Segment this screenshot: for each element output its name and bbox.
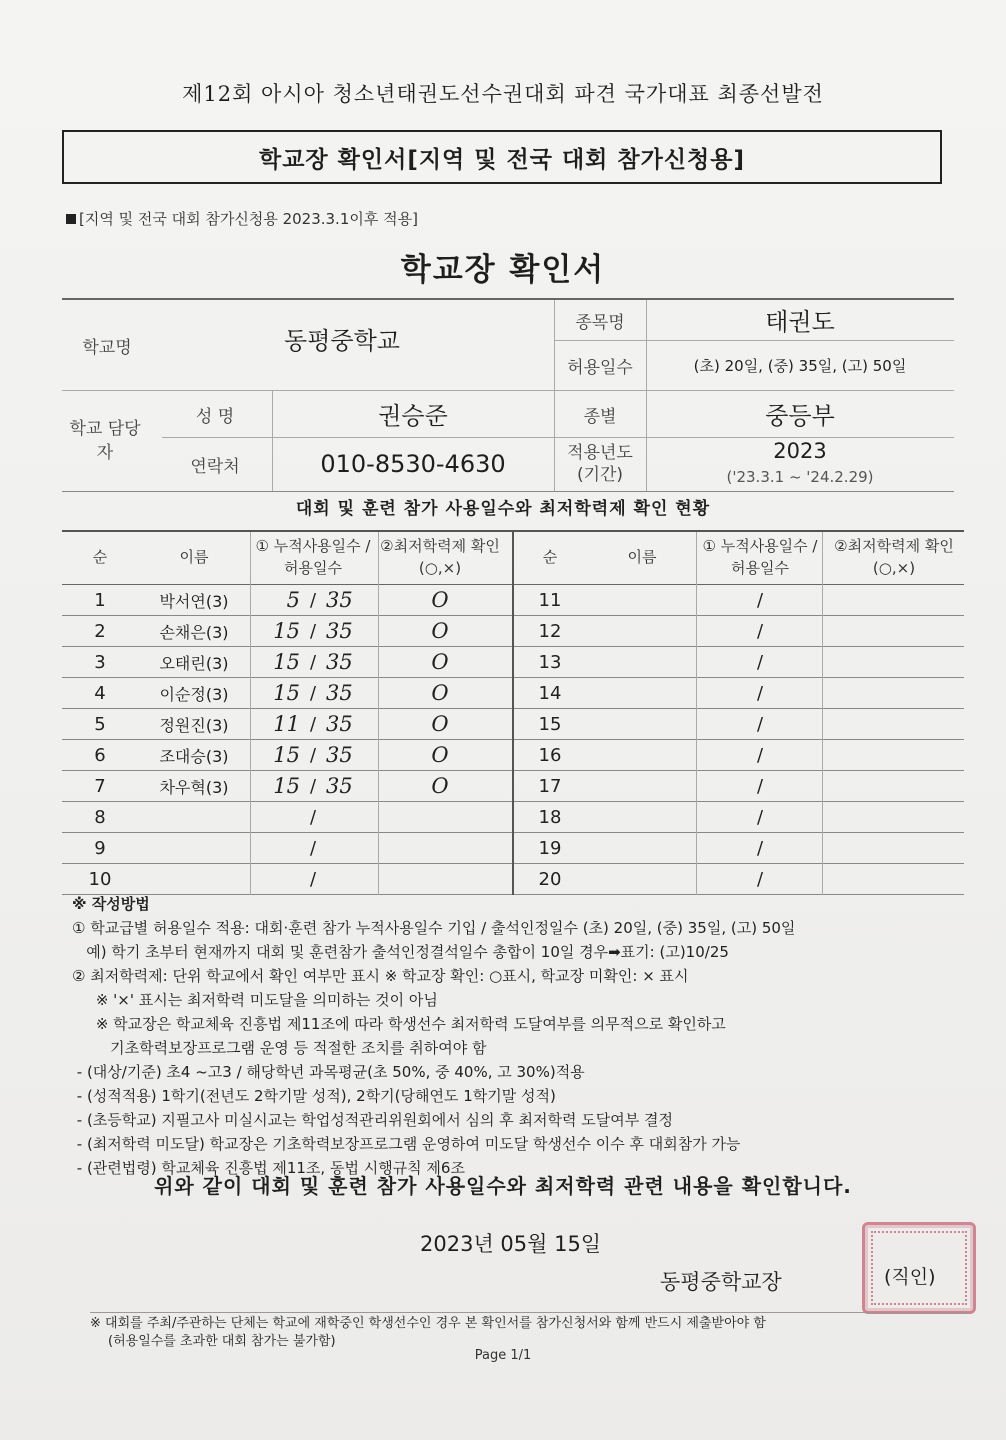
slash-right: / [756, 775, 764, 797]
min-edu-check: O [431, 588, 449, 612]
row-number-right: 19 [538, 837, 562, 859]
method-line: ※ '×' 표시는 최저학력 미도달을 의미하는 것이 아님 [72, 991, 438, 1009]
roster-table [62, 530, 964, 895]
contact-value: 010-8530-4630 [320, 450, 506, 478]
method-line: - (관련법령) 학교체육 진흥법 제11조, 동법 시행규칙 제6조 [72, 1159, 465, 1177]
method-title: ※ 작성방법 [72, 895, 150, 913]
days-cell [250, 740, 376, 770]
student-name: 정원진(3) [159, 715, 229, 735]
days-cell [250, 833, 376, 863]
slash: / [309, 837, 317, 859]
used-days: 5 [286, 588, 300, 612]
slash-right: / [756, 837, 764, 859]
student-name: 이순정(3) [159, 684, 229, 704]
student-name [138, 864, 250, 894]
days-cell [250, 709, 376, 739]
method-lines [72, 916, 952, 1180]
staff-name: 권승준 [378, 401, 448, 430]
seal-mark: (직인) [884, 1266, 936, 1288]
days-cell [250, 678, 376, 708]
info-table [62, 298, 954, 492]
slash: / [309, 682, 317, 704]
slash-right: / [756, 651, 764, 673]
allowed-days: 35 [326, 650, 353, 674]
slash-right: / [756, 806, 764, 828]
header-no-right: 순 [542, 548, 558, 567]
allowed-days: 35 [326, 774, 353, 798]
student-name [138, 833, 250, 863]
student-name: 조대승(3) [159, 746, 229, 766]
allowed-days: 35 [326, 619, 353, 643]
confirmation-text: 위와 같이 대회 및 훈련 참가 사용일수와 최저학력 관련 내용을 확인합니다. [154, 1174, 852, 1198]
row-number-right: 20 [538, 868, 562, 890]
student-name [138, 802, 250, 832]
slash-right: / [756, 744, 764, 766]
row-number-right: 12 [538, 620, 562, 642]
method-line: ② 최저학력제: 단위 학교에서 확인 여부만 표시 ※ 학교장 확인: ○표시, 학교장 미확인: × 표시 [72, 967, 689, 985]
category-label: 종별 [583, 406, 617, 427]
slash-right: / [756, 589, 764, 611]
period-value: ('23.3.1 ~ '24.2.29) [726, 468, 874, 486]
year-value: 2023 [773, 439, 827, 463]
slash: / [309, 651, 317, 673]
method-line: 기초학력보장프로그램 운영 등 적절한 조치를 취하여야 함 [72, 1039, 487, 1057]
slash: / [309, 806, 317, 828]
row-number-right: 13 [538, 651, 562, 673]
sport-value: 태권도 [765, 307, 835, 336]
student-name: 박서연(3) [159, 591, 229, 611]
row-number: 7 [94, 775, 106, 797]
divider [512, 532, 514, 895]
min-edu-check: O [431, 619, 449, 643]
allowed-days: 35 [326, 681, 353, 705]
boxed-title: 학교장 확인서[지역 및 전국 대회 참가신청용] [62, 130, 942, 184]
min-edu-check: O [431, 743, 449, 767]
min-edu-check [378, 864, 502, 894]
bullet-square-icon [66, 214, 76, 224]
used-days: 15 [273, 681, 300, 705]
days-cell [250, 771, 376, 801]
header-days-right: ① 누적사용일수 /허용일수 [702, 537, 818, 577]
row-number: 2 [94, 620, 106, 642]
min-edu-check [378, 833, 502, 863]
slash: / [309, 744, 317, 766]
slash: / [309, 589, 317, 611]
divider [250, 532, 251, 895]
method-line: - (대상/기준) 초4 ~고3 / 해당학년 과목평균(초 50%, 중 40%, 고 30%)적용 [72, 1063, 585, 1081]
allowed-days: 35 [326, 712, 353, 736]
used-days: 15 [273, 650, 300, 674]
roster-title: 대회 및 훈련 참가 사용일수와 최저학력제 확인 현황 [295, 499, 711, 519]
days-cell [250, 616, 376, 646]
page-number: Page 1/1 [474, 1348, 532, 1363]
footnote-line-1: ※ 대회를 주최/주관하는 단체는 학교에 재학중인 학생선수인 경우 본 확인서를 참가신청서와 함께 반드시 제출받아야 함 [90, 1316, 766, 1331]
row-number-right: 15 [538, 713, 562, 735]
slash: / [309, 775, 317, 797]
min-edu-check: O [431, 650, 449, 674]
min-edu-check: O [431, 774, 449, 798]
main-title: 학교장 확인서 [400, 252, 606, 288]
student-name: 오태린(3) [159, 653, 229, 673]
row-number: 9 [94, 837, 106, 859]
school-label: 학교명 [82, 337, 132, 358]
used-days: 15 [273, 743, 300, 767]
allowed-days-value: (초) 20일, (중) 35일, (고) 50일 [693, 356, 907, 375]
row-number: 6 [94, 744, 106, 766]
row-number: 5 [94, 713, 106, 735]
staff-label: 학교 담당자 [69, 419, 141, 463]
slash-right: / [756, 868, 764, 890]
info-row-staff [62, 391, 954, 491]
min-edu-check: O [431, 712, 449, 736]
allowed-days: 35 [326, 743, 353, 767]
slash-right: / [756, 713, 764, 735]
student-name: 손채은(3) [159, 622, 229, 642]
footnote [90, 1312, 970, 1351]
year-label: 적용년도 (기간) [567, 443, 633, 485]
method-line: ※ 학교장은 학교체육 진흥법 제11조에 따라 학생선수 최저학력 도달여부를 의무적으로 확인하고 [72, 1015, 726, 1033]
divider [696, 532, 697, 895]
method-line: ① 학교급별 허용일수 적용: 대회·훈련 참가 누적사용일수 기입 / 출석인정일수 (초) 20일, (중) 35일, (고) 50일 [72, 919, 796, 937]
row-number: 10 [88, 868, 112, 890]
issue-date: 2023년 05월 15일 [420, 1232, 602, 1256]
divider [822, 532, 823, 895]
header-no-left: 순 [92, 548, 108, 567]
row-number-right: 14 [538, 682, 562, 704]
used-days: 11 [273, 712, 300, 736]
row-number-right: 11 [538, 589, 562, 611]
row-number: 8 [94, 806, 106, 828]
allowed-days: 35 [326, 588, 353, 612]
days-cell [250, 802, 376, 832]
event-title: 제12회 아시아 청소년태권도선수권대회 파견 국가대표 최종선발전 [182, 82, 824, 106]
method-line: 예) 학기 초부터 현재까지 대회 및 훈련참가 출석인정결석일수 총합이 10일 경우➡표기: (고)10/25 [72, 943, 729, 961]
contact-label: 연락처 [190, 456, 240, 477]
method-line: - (성적적용) 1학기(전년도 2학기말 성적), 2학기(당해연도 1학기말 성적) [72, 1087, 556, 1105]
used-days: 15 [273, 774, 300, 798]
header-name-left: 이름 [179, 548, 209, 567]
header-edu-right: ②최저학력제 확인(○,×) [834, 537, 954, 577]
method-line: - (최저학력 미도달) 학교장은 기초학력보장프로그램 운영하여 미도달 학생선수 이수 후 대회참가 가능 [72, 1135, 741, 1153]
footnote-line-2: (허용일수를 초과한 대회 참가는 불가함) [108, 1334, 336, 1349]
info-row-school [62, 300, 954, 391]
method-line: - (초등학교) 지필고사 미실시교는 학업성적관리위원회에서 심의 후 최저학력 도달여부 결정 [72, 1111, 673, 1129]
header-edu-left: ②최저학력제 확인(○,×) [380, 537, 500, 577]
header-days-left: ① 누적사용일수 /허용일수 [255, 537, 371, 577]
row-number: 1 [94, 589, 106, 611]
days-cell [250, 647, 376, 677]
allowed-days-label: 허용일수 [567, 357, 633, 378]
row-number: 3 [94, 651, 106, 673]
min-edu-check [378, 802, 502, 832]
slash: / [309, 620, 317, 642]
sport-label: 종목명 [575, 312, 625, 333]
used-days: 15 [273, 619, 300, 643]
writing-method [72, 892, 952, 1180]
slash-right: / [756, 620, 764, 642]
student-name: 차우혁(3) [159, 777, 229, 797]
signer: 동평중학교장 [660, 1270, 782, 1294]
days-cell [250, 585, 376, 615]
slash-right: / [756, 682, 764, 704]
slash: / [309, 868, 317, 890]
school-name: 동평중학교 [284, 326, 400, 355]
applied-note [66, 208, 418, 229]
divider [378, 532, 379, 895]
row-number-right: 18 [538, 806, 562, 828]
header-name-right: 이름 [627, 548, 657, 567]
row-number-right: 17 [538, 775, 562, 797]
row-number: 4 [94, 682, 106, 704]
days-cell [250, 864, 376, 894]
row-number-right: 16 [538, 744, 562, 766]
min-edu-check: O [431, 681, 449, 705]
staff-name-label: 성 명 [195, 406, 235, 427]
applied-note-text: [지역 및 전국 대회 참가신청용 2023.3.1이후 적용] [79, 210, 418, 228]
category-value: 중등부 [765, 401, 835, 430]
slash: / [309, 713, 317, 735]
